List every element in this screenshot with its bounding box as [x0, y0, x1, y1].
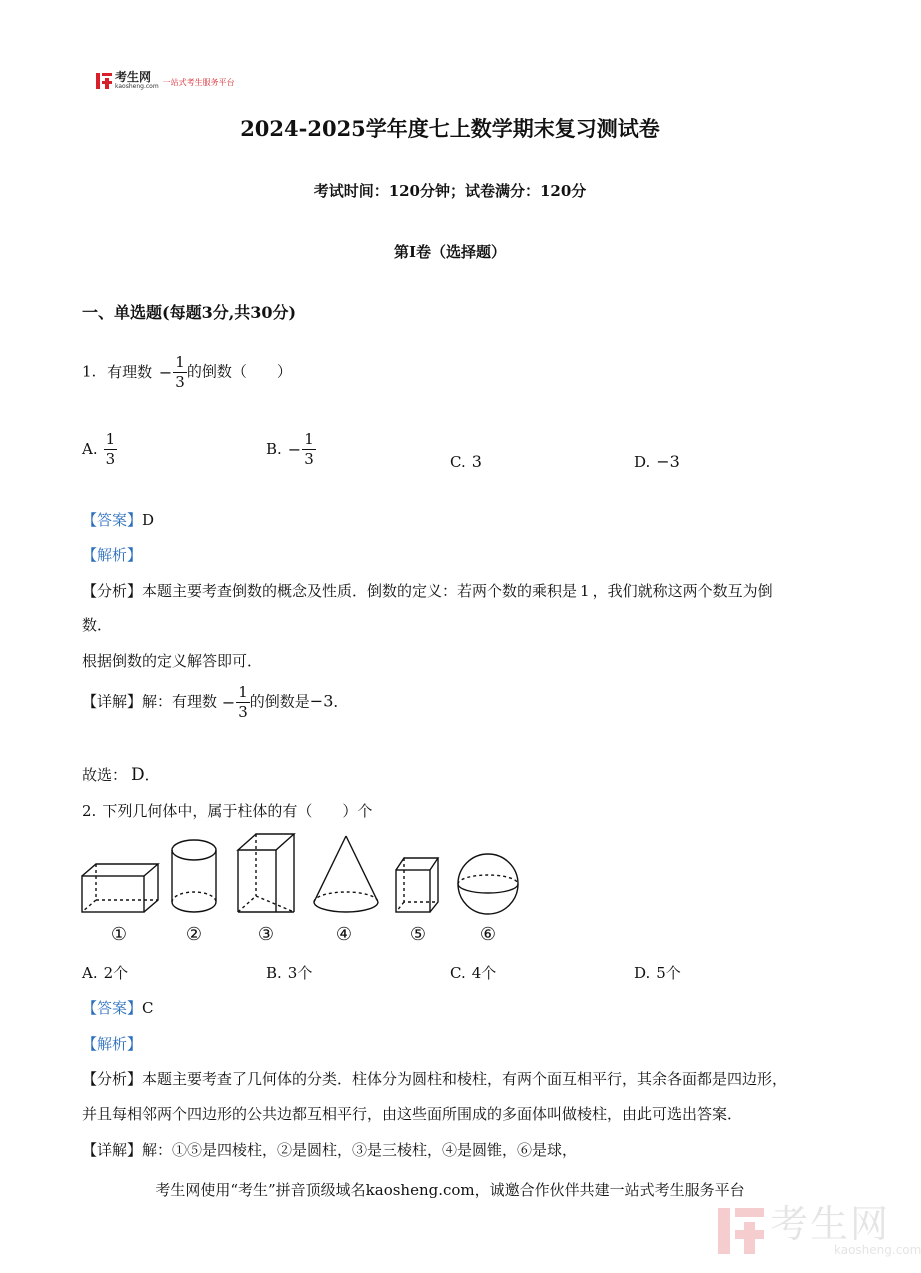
- shape-label-5: ⑤: [409, 924, 427, 945]
- option-a[interactable]: A. $\frac{1}{3}$: [82, 430, 116, 468]
- cone-shape: [314, 836, 378, 912]
- fraction-sign: −: [158, 362, 173, 382]
- kaosheng-logo: [96, 72, 235, 90]
- option-d[interactable]: D. −3: [634, 452, 680, 471]
- watermark-domain: kaosheng.com: [834, 1243, 921, 1257]
- rectangular-prism-shape: [82, 864, 158, 912]
- answer-tag: 【答案】: [82, 511, 143, 529]
- logo-slogan: 一站式考生服务平台: [162, 77, 235, 87]
- watermark-logo-icon: [718, 1208, 764, 1254]
- option-fraction: $\frac{1}{3}$: [304, 430, 314, 468]
- analysis-fenxi-cont: 数．: [82, 616, 113, 634]
- question-number: 1.: [82, 362, 97, 381]
- logo-icon: [96, 73, 112, 89]
- answer-tag: 【答案】: [82, 999, 143, 1017]
- answer-1: [82, 510, 154, 530]
- part-title: 第I卷（选择题）: [393, 243, 507, 261]
- option-b[interactable]: B. 3个: [266, 964, 313, 982]
- triangular-prism-shape: [238, 834, 294, 912]
- analysis-method: 根据倒数的定义解答即可．: [82, 652, 263, 670]
- option-a[interactable]: A. 2个: [82, 964, 129, 982]
- page-title: 2024-2025学年度七上数学期末复习测试卷: [240, 116, 660, 141]
- exam-info: 考试时间：120分钟；试卷满分：120分: [313, 182, 587, 200]
- question-text-end: 的倒数（ ）: [186, 362, 292, 381]
- question-text: 有理数: [107, 362, 153, 381]
- option-b[interactable]: B. − $\frac{1}{3}$: [266, 430, 314, 468]
- answer-value: D: [142, 511, 155, 529]
- footer-text: 考生网使用“考生”拼音顶级域名kaosheng.com，诚邀合作伙伴共建一站式考生服务平台: [155, 1181, 745, 1199]
- shape-label-1: ①: [110, 924, 128, 945]
- shape-label-3: ③: [257, 924, 275, 945]
- answer-2: [82, 998, 154, 1018]
- shape-label-6: ⑥: [479, 924, 497, 945]
- fraction: $\frac{1}{3}$: [175, 353, 185, 391]
- watermark-name: 考生网: [770, 1202, 891, 1246]
- option-fraction: $\frac{1}{3}$: [105, 430, 116, 468]
- question-1: [82, 354, 292, 391]
- shape-label-2: ②: [185, 924, 203, 945]
- analysis-fenxi: 【分析】本题主要考查了几何体的分类．柱体分为圆柱和棱柱，有两个面互相平行，其余各面都是四边形，: [82, 1070, 788, 1088]
- logo-domain: kaosheng.com: [115, 83, 159, 90]
- square-prism-shape: [396, 858, 438, 912]
- analysis-fenxi-cont: 并且每相邻两个四边形的公共边都互相平行，由这些面所围成的多面体叫做棱柱，由此可选出答案．: [82, 1105, 743, 1123]
- logo-name: 考生网: [115, 70, 152, 84]
- option-d[interactable]: D. 5个: [634, 964, 681, 982]
- analysis-tag: 【解析】: [82, 1035, 143, 1053]
- analysis-detail: 【详解】解：有理数 − $\frac{1}{3}$ 的倒数是−3．: [82, 683, 349, 721]
- cylinder-shape: [172, 840, 216, 912]
- choose-line: 故选： D．: [82, 765, 160, 785]
- analysis-tag: 【解析】: [82, 546, 143, 564]
- analysis-detail: 【详解】解：①⑤是四棱柱，②是圆柱，③是三棱柱，④是圆锥，⑥是球，: [82, 1141, 578, 1159]
- answer-value: C: [142, 999, 154, 1017]
- shape-label-4: ④: [335, 924, 353, 945]
- watermark: [718, 1202, 921, 1257]
- solid-figures: [78, 830, 528, 950]
- option-c[interactable]: C. 3: [450, 452, 482, 471]
- section-title: 一、单选题(每题3分,共30分): [82, 303, 297, 322]
- option-c[interactable]: C. 4个: [450, 964, 497, 982]
- analysis-fenxi: 【分析】本题主要考查倒数的概念及性质．倒数的定义：若两个数的乘积是 1 ，我们就称这两个数互为倒: [82, 582, 773, 600]
- sphere-shape: [458, 854, 518, 914]
- question-text: 下列几何体中，属于柱体的有（ ）个: [102, 802, 373, 820]
- question-number: 2.: [82, 802, 97, 820]
- question-2: [82, 801, 372, 821]
